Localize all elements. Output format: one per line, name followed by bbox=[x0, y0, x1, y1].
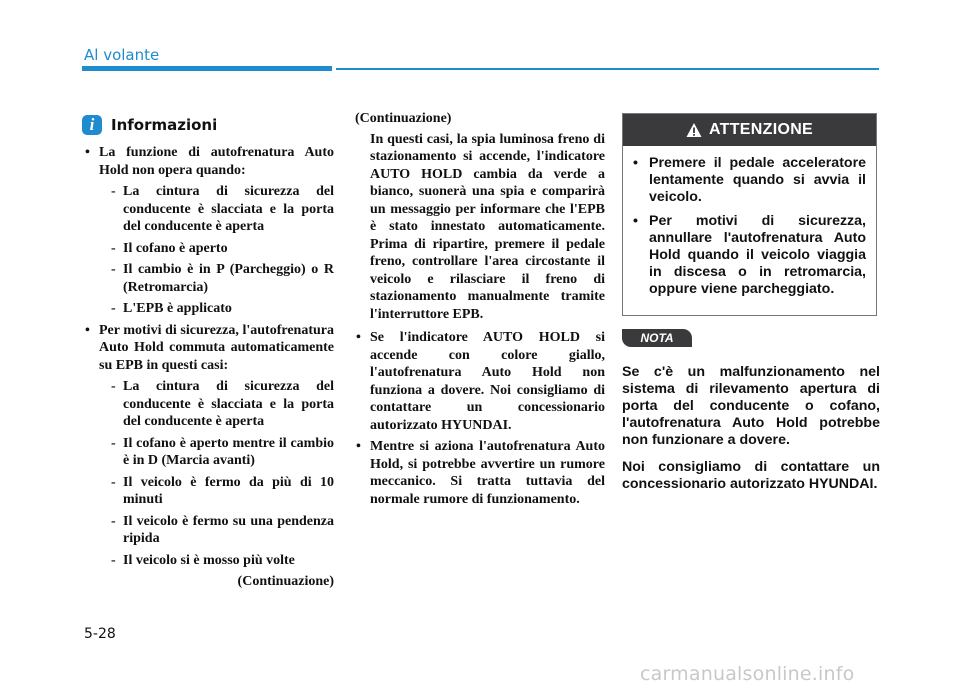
note-badge: NOTA bbox=[622, 329, 692, 347]
info-column-3 bbox=[622, 113, 880, 502]
info-bullet-2-sub-2: - Il cofano è aperto mentre il cambio è in D (Marcia avanti) bbox=[99, 435, 334, 470]
info-bullet-1-sub-3: - Il cambio è in P (Parcheggio) o R (Retromarcia) bbox=[99, 261, 334, 296]
watermark: carmanualsonline.info bbox=[640, 663, 855, 685]
note-paragraph-1: Se c'è un malfunzionamento nel sistema di rilevamento apertura di porta del conducente o cofano, l'autofrenatura Auto Hold potrebbe non funzionare a dovere. bbox=[622, 363, 880, 449]
info-bullet-1-sub-4: - L'EPB è applicato bbox=[99, 300, 334, 318]
info-bullet-1 bbox=[84, 144, 334, 318]
page-number: 5-28 bbox=[84, 626, 116, 642]
info-bullet-1-sub-1: - La cintura di sicurezza del conducente è slacciata e la porta del conducente è aperta bbox=[99, 183, 334, 236]
header-rule-thin bbox=[336, 68, 879, 70]
continued-label-top: (Continuazione) bbox=[355, 111, 452, 126]
note-paragraph-2: Noi consigliamo di contattare un concessionario autorizzato HYUNDAI. bbox=[622, 458, 880, 492]
info-bullet-2 bbox=[84, 322, 334, 570]
info-column-1 bbox=[84, 144, 334, 605]
warning-title: ATTENZIONE bbox=[708, 121, 814, 138]
warning-bullet-2 bbox=[632, 213, 866, 299]
warning-bullet-2-text: • Per motivi di sicurezza, annullare l'autofrenatura Auto Hold quando il veicolo viaggia in discesa o in retromarcia, oppure viene parcheggiato. bbox=[649, 212, 866, 298]
info-bullet-2-sub-4: - Il veicolo è fermo su una pendenza ripida bbox=[99, 513, 334, 548]
warning-box bbox=[622, 113, 877, 316]
info-i-icon: i bbox=[82, 115, 102, 135]
info-heading bbox=[82, 114, 217, 136]
warning-body bbox=[623, 146, 876, 315]
info-column-2 bbox=[355, 110, 605, 512]
warning-bullet-1 bbox=[632, 155, 866, 207]
warning-bullet-1-text: • Premere il pedale acceleratore lentamente quando si avvia il veicolo. bbox=[649, 155, 866, 206]
info-bullet-1-text: • La funzione di autofrenatura Auto Hold non opera quando: bbox=[99, 145, 334, 178]
info-bullet-2-sub-3: - Il veicolo è fermo da più di 10 minuti bbox=[99, 474, 334, 509]
info-bullet-3 bbox=[355, 329, 605, 434]
warning-header bbox=[623, 114, 876, 146]
info-title: Informazioni bbox=[111, 116, 218, 134]
section-title: Al volante bbox=[84, 46, 160, 64]
info-bullet-4-text: • Mentre si aziona l'autofrenatura Auto Hold, si potrebbe avvertire un rumore meccanico. Si tratta tuttavia del normale rumore di funzionamento. bbox=[370, 439, 605, 507]
info-bullet-4 bbox=[355, 438, 605, 508]
info-bullet-2-sub-1: - La cintura di sicurezza del conducente è slacciata e la porta del conducente è aperta bbox=[99, 378, 334, 431]
info-bullet-2-text: • Per motivi di sicurezza, l'autofrenatura Auto Hold commuta automaticamente su EPB in questi casi: bbox=[99, 322, 334, 373]
info-bullet-2-sub-5: - Il veicolo si è mosso più volte bbox=[99, 552, 334, 570]
continuation-paragraph: In questi casi, la spia luminosa freno di stazionamento si accende, l'indicatore AUTO HOLD cambia da verde a bianco, suonerà una spia e comparirà un messaggio per informare che l'EPB è stato innestato automaticamente. Prima di ripartire, premere il pedale freno, controllare l'area circostante il veicolo e rilasciare il freno di stazionamento manualmente tramite l'interruttore EPB. bbox=[370, 131, 605, 322]
continued-label-bottom: (Continuazione) bbox=[237, 574, 334, 589]
header-rule-thick bbox=[82, 66, 332, 71]
info-bullet-3-text: • Se l'indicatore AUTO HOLD si accende con colore giallo, l'autofrenatura Auto Hold non funziona a dovere. Noi consigliamo di contattare un concessionario autorizzato HYUNDAI. bbox=[370, 330, 605, 433]
note-text bbox=[622, 364, 880, 493]
info-bullet-1-sub-2: - Il cofano è aperto bbox=[99, 240, 334, 258]
warning-triangle-icon bbox=[686, 122, 702, 138]
